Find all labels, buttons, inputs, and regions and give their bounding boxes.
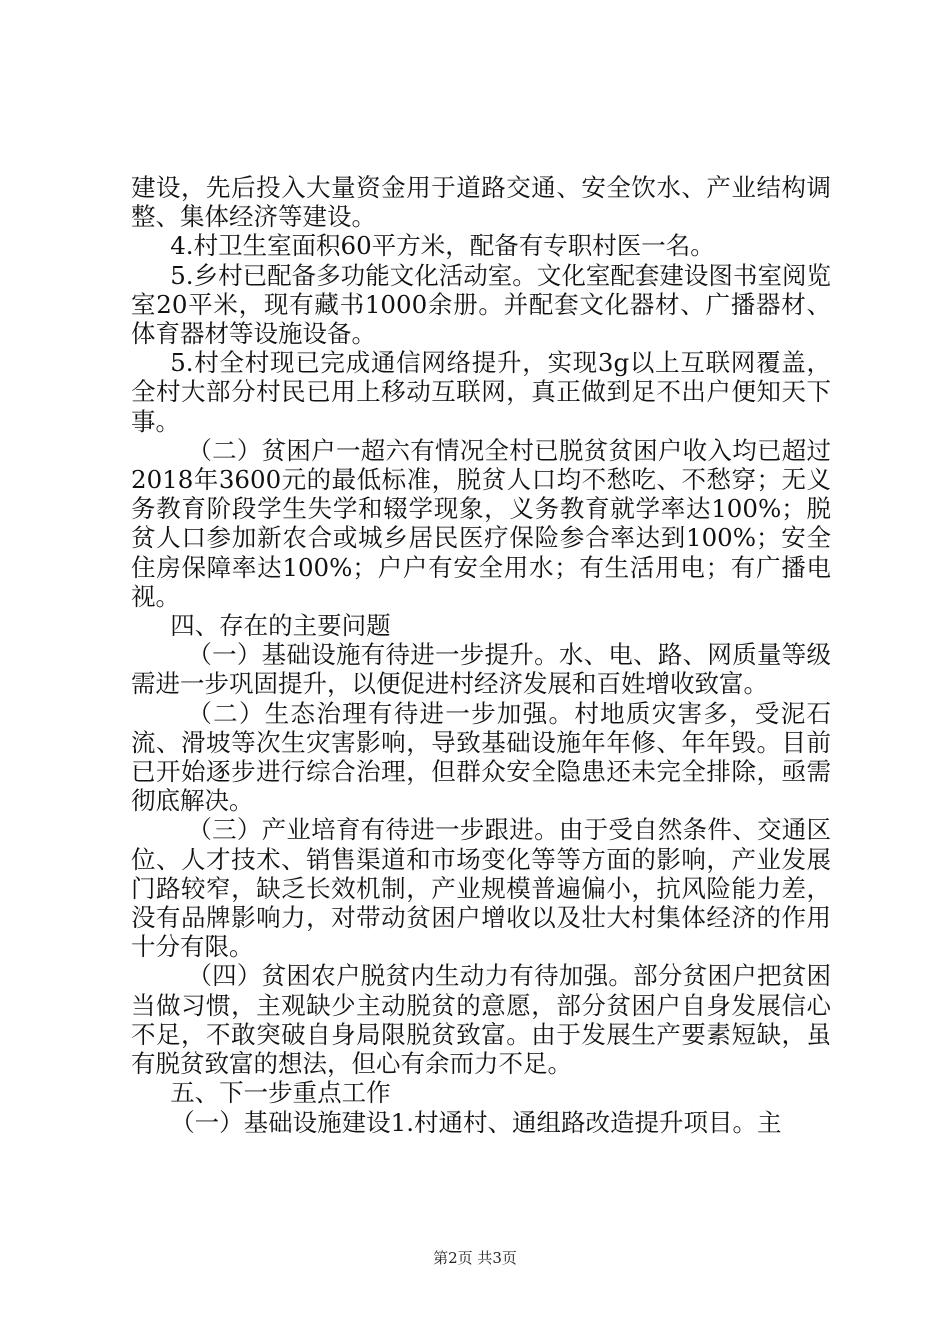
paragraph-problem-industry: （三）产业培育有待进一步跟进。由于受自然条件、交通区位、人才技术、销售渠道和市场变化等等方面的影响，产业发展门路较窄，缺乏长效机制，产业规模普遍偏小，抗风险能力差，没有品牌影响力，对带动贫困户增收以及壮大村集体经济的作用十分有限。 xyxy=(131,815,831,962)
paragraph-network: 5.村全村现已完成通信网络提升，实现3g以上互联网覆盖，全村大部分村民已用上移动互联网，真正做到足不出户便知天下事。 xyxy=(131,348,831,436)
paragraph-clinic: 4.村卫生室面积60平方米，配备有专职村医一名。 xyxy=(170,231,715,261)
section-heading-next-steps: 五、下一步重点工作 xyxy=(170,1078,391,1108)
paragraph-infrastructure-investment: 建设，先后投入大量资金用于道路交通、安全饮水、产业结构调整、集体经济等建设。 xyxy=(131,173,831,232)
paragraph-problem-infrastructure: （一）基础设施有待进一步提升。水、电、路、网质量等级需进一步巩固提升，以便促进村经济发展和百姓增收致富。 xyxy=(131,640,831,699)
paragraph-problem-ecology: （二）生态治理有待进一步加强。村地质灾害多，受泥石流、滑坡等次生灾害影响，导致基础设施年年修、年年毁。目前已开始逐步进行综合治理，但群众安全隐患还未完全排除，亟需彻底解决。 xyxy=(131,698,831,816)
section-heading-problems: 四、存在的主要问题 xyxy=(170,611,391,641)
paragraph-problem-motivation: （四）贫困农户脱贫内生动力有待加强。部分贫困户把贫困当做习惯，主观缺少主动脱贫的意愿，部分贫困户自身发展信心不足，不敢突破自身局限脱贫致富。由于发展生产要素短缺，虽有脱贫致富的想法，但心有余而力不足。 xyxy=(131,961,831,1079)
paragraph-poverty-status: （二）贫困户一超六有情况全村已脱贫贫困户收入均已超过2018年3600元的最低标准，脱贫人口均不愁吃、不愁穿；无义务教育阶段学生失学和辍学现象，义务教育就学率达100%；脱贫人口参加新农合或城乡居民医疗保险参合率达到100%；安全住房保障率达100%；户户有安全用水；有生活用电；有广播电视。 xyxy=(131,435,831,611)
document-body xyxy=(131,173,831,1137)
page-footer: 第2页 共3页 xyxy=(433,1249,517,1267)
paragraph-culture-room: 5.乡村已配备多功能文化活动室。文化室配套建设图书室阅览室20平米，现有藏书1000余册。并配套文化器材、广播器材、体育器材等设施设备。 xyxy=(131,260,831,349)
paragraph-next-infrastructure: （一）基础设施建设1.村通村、通组路改造提升项目。主 xyxy=(170,1107,782,1137)
